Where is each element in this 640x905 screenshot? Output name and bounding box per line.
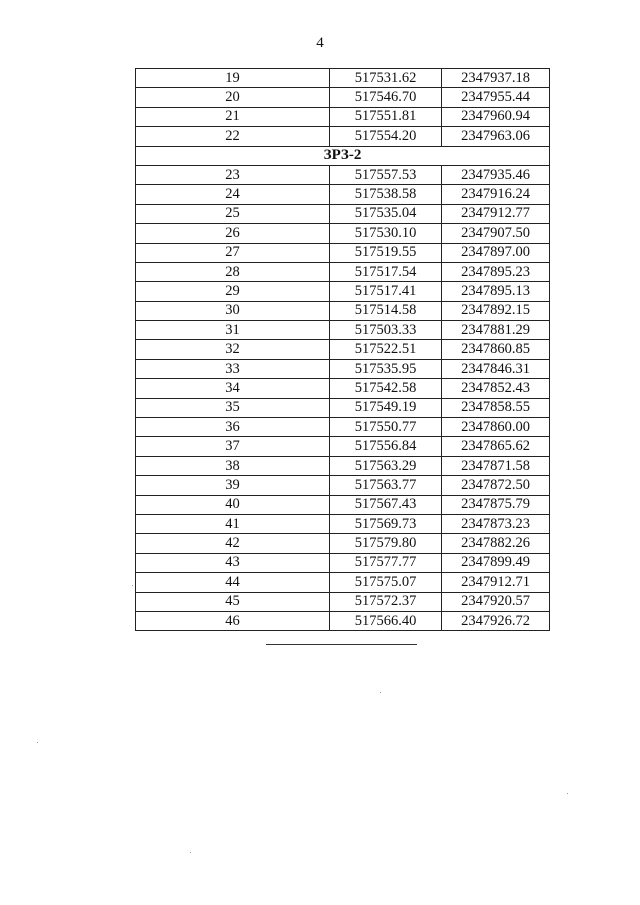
table-row (136, 379, 550, 398)
x-coordinate-cell: 517557.53 (330, 165, 442, 184)
y-coordinate-cell: 2347899.49 (442, 553, 550, 572)
point-number-cell: 35 (136, 398, 330, 417)
x-coordinate-cell: 517535.04 (330, 204, 442, 223)
point-number-cell: 30 (136, 301, 330, 320)
y-coordinate-cell: 2347916.24 (442, 185, 550, 204)
y-coordinate-cell: 2347926.72 (442, 611, 550, 630)
table-row (136, 573, 550, 592)
table-row (136, 107, 550, 126)
point-number-cell: 21 (136, 107, 330, 126)
y-coordinate-cell: 2347960.94 (442, 107, 550, 126)
point-number-cell: 41 (136, 514, 330, 533)
y-coordinate-cell: 2347875.79 (442, 495, 550, 514)
table-row (136, 437, 550, 456)
section-row (136, 146, 550, 165)
y-coordinate-cell: 2347860.00 (442, 418, 550, 437)
x-coordinate-cell: 517546.70 (330, 88, 442, 107)
x-coordinate-cell: 517531.62 (330, 69, 442, 88)
table-row (136, 359, 550, 378)
point-number-cell: 31 (136, 321, 330, 340)
y-coordinate-cell: 2347912.77 (442, 204, 550, 223)
x-coordinate-cell: 517549.19 (330, 398, 442, 417)
y-coordinate-cell: 2347895.23 (442, 262, 550, 281)
x-coordinate-cell: 517556.84 (330, 437, 442, 456)
table-row (136, 204, 550, 223)
x-coordinate-cell: 517538.58 (330, 185, 442, 204)
page-number: 4 (316, 35, 324, 51)
x-coordinate-cell: 517517.54 (330, 262, 442, 281)
scan-speck (190, 852, 191, 853)
point-number-cell: 33 (136, 359, 330, 378)
point-number-cell: 46 (136, 611, 330, 630)
table-row (136, 262, 550, 281)
table-row (136, 243, 550, 262)
y-coordinate-cell: 2347881.29 (442, 321, 550, 340)
x-coordinate-cell: 517554.20 (330, 127, 442, 146)
x-coordinate-cell: 517503.33 (330, 321, 442, 340)
table-row (136, 340, 550, 359)
y-coordinate-cell: 2347963.06 (442, 127, 550, 146)
x-coordinate-cell: 517569.73 (330, 514, 442, 533)
x-coordinate-cell: 517572.37 (330, 592, 442, 611)
table-row (136, 611, 550, 630)
point-number-cell: 36 (136, 418, 330, 437)
y-coordinate-cell: 2347872.50 (442, 476, 550, 495)
table-row (136, 514, 550, 533)
y-coordinate-cell: 2347955.44 (442, 88, 550, 107)
point-number-cell: 19 (136, 69, 330, 88)
table-row (136, 224, 550, 243)
y-coordinate-cell: 2347852.43 (442, 379, 550, 398)
x-coordinate-cell: 517535.95 (330, 359, 442, 378)
y-coordinate-cell: 2347912.71 (442, 573, 550, 592)
point-number-cell: 23 (136, 165, 330, 184)
y-coordinate-cell: 2347858.55 (442, 398, 550, 417)
x-coordinate-cell: 517519.55 (330, 243, 442, 262)
point-number-cell: 44 (136, 573, 330, 592)
scan-speck (132, 585, 133, 586)
y-coordinate-cell: 2347892.15 (442, 301, 550, 320)
point-number-cell: 28 (136, 262, 330, 281)
table-row (136, 127, 550, 146)
point-number-cell: 32 (136, 340, 330, 359)
table-row (136, 553, 550, 572)
x-coordinate-cell: 517567.43 (330, 495, 442, 514)
table-row (136, 495, 550, 514)
y-coordinate-cell: 2347882.26 (442, 534, 550, 553)
point-number-cell: 43 (136, 553, 330, 572)
table-row (136, 592, 550, 611)
point-number-cell: 29 (136, 282, 330, 301)
y-coordinate-cell: 2347920.57 (442, 592, 550, 611)
y-coordinate-cell: 2347907.50 (442, 224, 550, 243)
y-coordinate-cell: 2347860.85 (442, 340, 550, 359)
y-coordinate-cell: 2347871.58 (442, 456, 550, 475)
point-number-cell: 34 (136, 379, 330, 398)
y-coordinate-cell: 2347895.13 (442, 282, 550, 301)
x-coordinate-cell: 517551.81 (330, 107, 442, 126)
point-number-cell: 45 (136, 592, 330, 611)
x-coordinate-cell: 517579.80 (330, 534, 442, 553)
x-coordinate-cell: 517550.77 (330, 418, 442, 437)
point-number-cell: 42 (136, 534, 330, 553)
point-number-cell: 37 (136, 437, 330, 456)
point-number-cell: 20 (136, 88, 330, 107)
end-of-document-rule (266, 644, 417, 645)
x-coordinate-cell: 517517.41 (330, 282, 442, 301)
table-row (136, 398, 550, 417)
table-row (136, 476, 550, 495)
table-row (136, 69, 550, 88)
table-row (136, 418, 550, 437)
table-row (136, 456, 550, 475)
table-row (136, 301, 550, 320)
point-number-cell: 22 (136, 127, 330, 146)
x-coordinate-cell: 517514.58 (330, 301, 442, 320)
x-coordinate-cell: 517542.58 (330, 379, 442, 398)
coordinates-table-body (136, 69, 550, 631)
y-coordinate-cell: 2347865.62 (442, 437, 550, 456)
table-row (136, 534, 550, 553)
y-coordinate-cell: 2347937.18 (442, 69, 550, 88)
y-coordinate-cell: 2347897.00 (442, 243, 550, 262)
point-number-cell: 40 (136, 495, 330, 514)
scan-speck (567, 793, 568, 794)
section-title: ЗРЗ-2 (136, 146, 550, 165)
scan-speck (37, 742, 38, 743)
x-coordinate-cell: 517575.07 (330, 573, 442, 592)
y-coordinate-cell: 2347935.46 (442, 165, 550, 184)
scan-speck (380, 692, 381, 693)
x-coordinate-cell: 517563.29 (330, 456, 442, 475)
table-row (136, 165, 550, 184)
table-row (136, 185, 550, 204)
point-number-cell: 39 (136, 476, 330, 495)
x-coordinate-cell: 517577.77 (330, 553, 442, 572)
x-coordinate-cell: 517563.77 (330, 476, 442, 495)
table-row (136, 88, 550, 107)
x-coordinate-cell: 517530.10 (330, 224, 442, 243)
coordinates-table (135, 68, 550, 631)
y-coordinate-cell: 2347846.31 (442, 359, 550, 378)
point-number-cell: 25 (136, 204, 330, 223)
table-row (136, 282, 550, 301)
point-number-cell: 38 (136, 456, 330, 475)
x-coordinate-cell: 517566.40 (330, 611, 442, 630)
point-number-cell: 27 (136, 243, 330, 262)
point-number-cell: 24 (136, 185, 330, 204)
x-coordinate-cell: 517522.51 (330, 340, 442, 359)
table-row (136, 321, 550, 340)
y-coordinate-cell: 2347873.23 (442, 514, 550, 533)
point-number-cell: 26 (136, 224, 330, 243)
